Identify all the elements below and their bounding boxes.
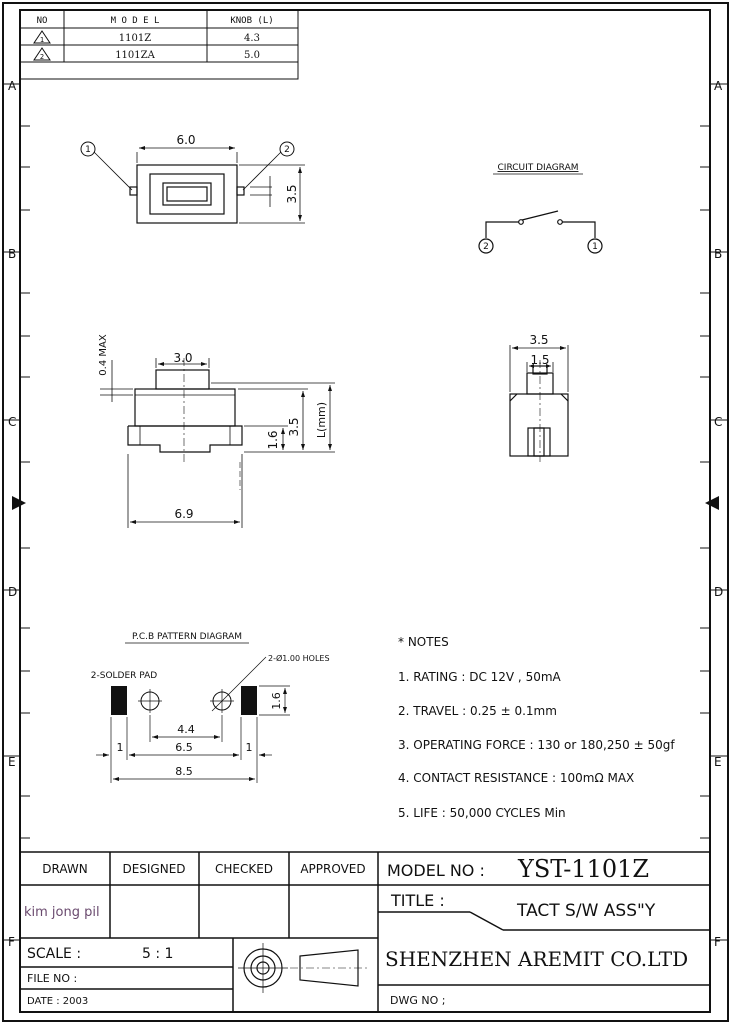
table-row-2-no: 2: [39, 53, 45, 61]
title-value: TACT S/W ASS"Y: [517, 901, 656, 921]
dimension-stem-width: 3.0: [173, 351, 193, 365]
circuit-pin-left: 2: [483, 242, 489, 252]
zone-letter-f-right: F: [714, 935, 721, 949]
dimension-base-width: 6.9: [174, 507, 194, 521]
zone-letter-b-right: B: [714, 247, 723, 261]
table-row-1-knob: 4.3: [244, 33, 260, 44]
company-name: SHENZHEN AREMIT CO.LTD: [385, 947, 689, 971]
top-view-marker-1: 1: [85, 145, 91, 155]
dimension-total-width: 8.5: [175, 765, 193, 778]
pcb-title: P.C.B PATTERN DIAGRAM: [131, 632, 243, 642]
dimension-end-inner: 1.5: [530, 353, 550, 367]
top-view-marker-2: 2: [284, 145, 290, 155]
dimension-end-outer: 3.5: [529, 333, 549, 347]
top-view-drawing: [94, 148, 305, 223]
zone-letter-f-left: F: [8, 935, 15, 949]
zone-letter-a-right: A: [714, 79, 723, 93]
dimension-pad-gap-right: 1: [245, 741, 253, 754]
scale-value: 5 : 1: [142, 946, 174, 962]
scale-label: SCALE :: [27, 946, 82, 962]
circuit-pin-right: 1: [592, 242, 598, 252]
note-item: 2. TRAVEL : 0.25 ± 0.1mm: [398, 704, 557, 718]
dwg-no-label: DWG NO ;: [390, 994, 446, 1007]
knob-table: [20, 10, 298, 79]
drawn-by-name: kim jong pil: [24, 905, 100, 920]
model-no-label: MODEL NO :: [387, 861, 485, 880]
title-block-drawn: DRAWN: [42, 862, 88, 876]
zone-letter-e-right: E: [714, 755, 722, 769]
table-row-1-no: 1: [39, 36, 45, 44]
dimension-pad-gap-left: 1: [116, 741, 124, 754]
table-row-1-model: 1101Z: [118, 33, 152, 44]
zone-letter-d-left: D: [8, 585, 18, 599]
note-item: 3. OPERATING FORCE : 130 or 180,250 ± 50gf: [398, 738, 675, 752]
note-item: 5. LIFE : 50,000 CYCLES Min: [398, 806, 566, 820]
title-block-approved: APPROVED: [300, 862, 366, 876]
notes-heading: * NOTES: [398, 635, 449, 649]
zone-letter-e-left: E: [8, 755, 16, 769]
title-label: TITLE :: [391, 891, 445, 910]
title-block-designed: DESIGNED: [122, 862, 186, 876]
zone-letter-a-left: A: [8, 79, 17, 93]
pcb-pad-label: 2-SOLDER PAD: [90, 671, 158, 681]
side-view-drawing: [100, 358, 335, 528]
table-header-knob: KNOB (L): [230, 16, 274, 26]
table-row-2-knob: 5.0: [244, 50, 260, 61]
projection-symbol-icon: [238, 943, 370, 993]
dimension-hole-pitch: 4.4: [177, 723, 195, 736]
dimension-top-max: 0.4 MAX: [98, 334, 109, 376]
model-no-value: YST-1101Z: [518, 855, 650, 883]
zone-ticks: [3, 84, 728, 940]
zone-letter-c-right: C: [714, 415, 723, 429]
title-block-checked: CHECKED: [214, 862, 274, 876]
dimension-pin-height: 1.6: [266, 430, 280, 450]
pcb-holes-label: 2-Ø1.00 HOLES: [268, 654, 330, 663]
table-header-no: NO: [36, 16, 48, 26]
zone-letter-d-right: D: [714, 585, 724, 599]
notes-block: [398, 635, 675, 820]
dimension-pad-pitch: 6.5: [175, 741, 193, 754]
zone-letter-c-left: C: [8, 415, 17, 429]
file-no-label: FILE NO :: [27, 972, 78, 985]
zone-letter-b-left: B: [8, 247, 17, 261]
table-header-model: M O D E L: [110, 16, 160, 26]
circuit-diagram: [479, 211, 602, 253]
note-item: 4. CONTACT RESISTANCE : 100mΩ MAX: [398, 771, 635, 785]
dimension-top-height: 3.5: [285, 184, 299, 204]
table-row-2-model: 1101ZA: [115, 50, 155, 61]
dimension-body-height: 3.5: [287, 417, 301, 437]
solder-pad-left: [111, 686, 127, 715]
note-item: 1. RATING : DC 12V , 50mA: [398, 670, 561, 684]
circuit-title: CIRCUIT DIAGRAM: [497, 163, 579, 173]
dimension-total-height: L(mm): [315, 401, 328, 439]
center-arrow-right: [705, 496, 719, 510]
dimension-top-width: 6.0: [176, 133, 196, 147]
date-label: DATE : 2003: [27, 996, 89, 1007]
solder-pad-right: [241, 686, 257, 715]
dimension-pad-height: 1.6: [270, 692, 283, 710]
